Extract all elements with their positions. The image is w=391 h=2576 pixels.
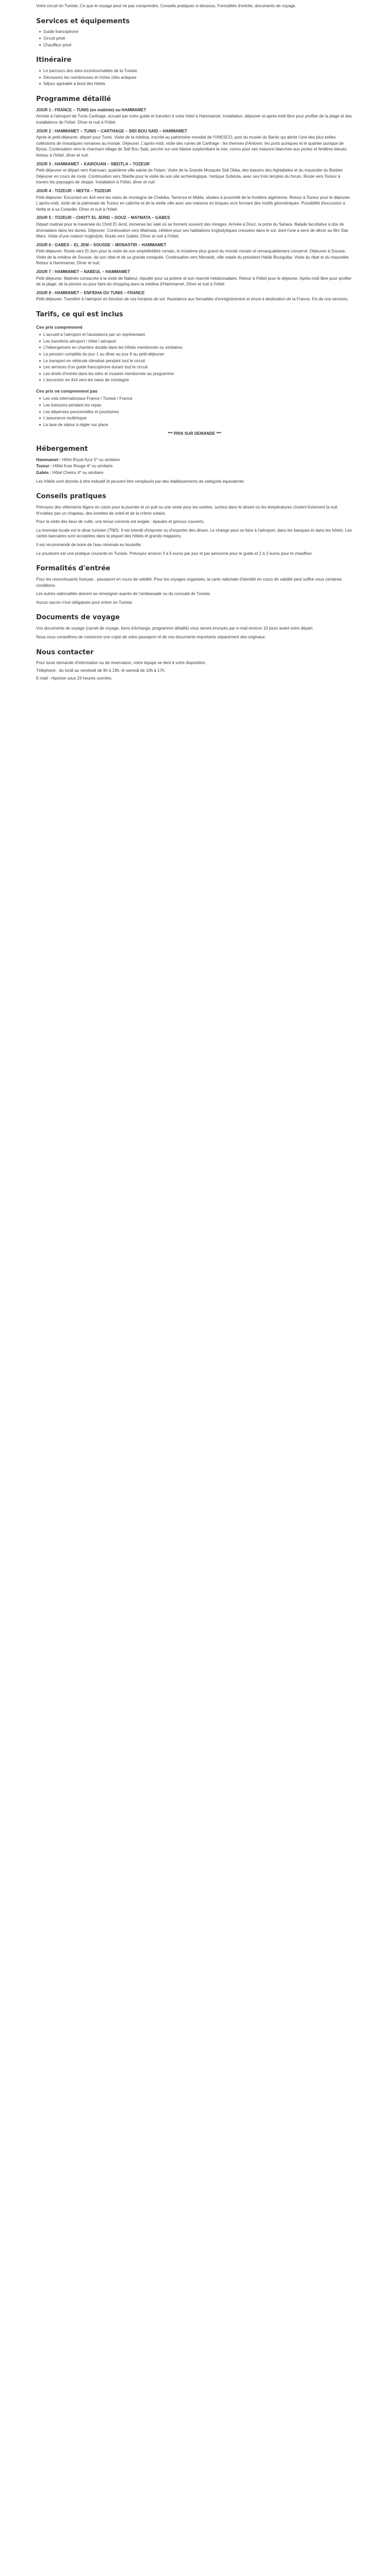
- included-item: Les droits d'entrée dans les sites et musées mentionnés au programme: [43, 371, 353, 377]
- tarifs-heading: Tarifs, ce qui est inclus: [36, 311, 123, 319]
- excluded-item: Les boissons pendant les repas: [43, 402, 353, 409]
- services-item: Chauffeur privé: [43, 42, 353, 48]
- formalites-paragraph: Pour les ressortissants français : passeport en cours de validité. Pour les voyages organisés, la carte nationale d'identité en cours de validité peut suffire sous certaines conditions.: [36, 577, 342, 588]
- programme-heading: Programme détaillé: [36, 95, 111, 103]
- formalites-paragraph: Les autres nationalités doivent se renseigner auprès de l'ambassade ou du consulat de Tunisie.: [36, 591, 211, 597]
- formalites-section: [36, 565, 353, 605]
- day-title: JOUR 8 : HAMMAMET – ENFIDHA OU TUNIS – FRANCE: [36, 290, 145, 295]
- services-section: [36, 18, 353, 48]
- price-note: *** PRIX SUR DEMANDE ***: [168, 431, 221, 436]
- excluded-item: L'assurance multirisque: [43, 415, 353, 421]
- hotel-name: Hôtel Royal Azur 5* ou similaire: [62, 457, 120, 462]
- included-item: L'hébergement en chambre double dans les hôtels mentionnés ou similaires: [43, 345, 353, 351]
- documents-heading: Documents de voyage: [36, 614, 120, 622]
- content-column: [36, 3, 353, 681]
- documents-paragraph: Vos documents de voyage (carnet de voyage, bons d'échange, programme détaillé) vous seront envoyés par e-mail environ 10 jours avant votre départ.: [36, 626, 314, 631]
- hotel-line: [36, 470, 353, 476]
- services-heading: Services et équipements: [36, 17, 130, 25]
- day-block: [36, 161, 353, 185]
- itinerary-list: [36, 68, 353, 87]
- day-block: [36, 242, 353, 266]
- services-item: Guide francophone: [43, 29, 353, 35]
- itinerary-section: [36, 56, 353, 87]
- day-text: Petit-déjeuner. Route vers El Jem pour la visite de son amphithéâtre romain, le troisième plus grand du monde romain et remarquablement conservé. Déjeuner à Sousse. Visite de la médina de Sousse, de son ribat et de sa grande mosquée. Continuation vers Monastir, ville natale du président Habib Bourguiba. Visite du ribat et du mausolée. Retour à Hammamet. Dîner et nuit.: [36, 249, 350, 266]
- itinerary-item: Découvrez les nombreuses et riches cités antiques: [43, 75, 353, 81]
- hotel-name: Hôtel Ksar Rouge 4* ou similaire: [53, 464, 113, 469]
- included-title: Ces prix comprennent: [36, 324, 83, 330]
- hotel-line: [36, 457, 353, 463]
- page: [0, 0, 391, 693]
- included-item: Le transport en véhicule climatisé pendant tout le circuit: [43, 358, 353, 364]
- day-title: JOUR 7 : HAMMAMET – NABEUL – HAMMAMET: [36, 269, 131, 275]
- contact-section: [36, 649, 353, 682]
- day-block: [36, 215, 353, 239]
- day-title: JOUR 1 : FRANCE – TUNIS (en matinée) ou HAMMAMET: [36, 107, 146, 112]
- day-title: JOUR 5 : TOZEUR – CHOTT EL JERID – DOUZ – MATMATA – GABES: [36, 215, 170, 221]
- itinerary-heading: Itinéraire: [36, 56, 72, 64]
- day-text: Petit-déjeuner. Excursion en 4x4 vers les oasis de montagne de Chebika, Tamerza et Midès, situées à proximité de la frontière algérienne. Retour à Tozeur pour le déjeuner. L'après-midi, visite de la palmeraie de Tozeur en calèche et de la vieille ville avec ses maisons en briques ocre formant des motifs géométriques. Possibilité d'excursion à Nefta et à sa Corbeille. Dîner et nuit à l'hôtel.: [36, 195, 351, 212]
- day-text: Arrivée à l'aéroport de Tunis Carthage, accueil par notre guide et transfert à votre hôtel à Hammamet. Installation, déjeuner et après-midi libre pour profiter de la plage et des installations de l'hôtel. Dîner et nuit à l'hôtel.: [36, 114, 352, 125]
- services-item: Circuit privé: [43, 36, 353, 42]
- included-item: Les services d'un guide francophone durant tout le circuit: [43, 364, 353, 370]
- services-list: [36, 29, 353, 48]
- conseils-paragraph: Il est recommandé de boire de l'eau minérale en bouteille.: [36, 543, 142, 547]
- day-text: Après le petit-déjeuner, départ pour Tunis. Visite de la médina, inscrite au patrimoine mondial de l'UNESCO, puis du musée du Bardo qui abrite l'une des plus belles collections de mosaïques romaines au monde. Déjeuner. L'après-midi, visite des ruines de Carthage : les thermes d'Antonin, les ports puniques et le quartier punique de Byrsa. Continuation vers le charmant village de Sidi Bou Said, perché sur une falaise surplombant la mer, connu pour ses maisons blanches aux portes et fenêtres bleues. Retour à l'hôtel, dîner et nuit.: [36, 135, 348, 158]
- included-item: La pension complète du jour 1 au dîner au jour 8 au petit-déjeuner: [43, 351, 353, 358]
- hotel-city: Tozeur :: [36, 464, 52, 469]
- hotel-name: Hôtel Chems 4* ou similaire: [52, 470, 104, 475]
- conseils-heading: Conseils pratiques: [36, 493, 106, 501]
- day-block: [36, 107, 353, 126]
- conseils-paragraph: La monnaie locale est le dinar tunisien (TND). Il est interdit d'importer ou d'exporter des dinars. Le change peut se faire à l'aéroport, dans les banques et dans les hôtels. Les cartes bancaires sont acceptées dans la plupart des hôtels et grands magasins.: [36, 528, 352, 539]
- itinerary-item: Le parcours des sites incontournables de la Tunisie: [43, 68, 353, 74]
- conseils-paragraph: Pour la visite des lieux de culte, une tenue correcte est exigée : épaules et genoux couverts.: [36, 519, 205, 524]
- day-block: [36, 128, 353, 159]
- hebergement-heading: Hébergement: [36, 445, 88, 453]
- hotel-city: Gabès :: [36, 470, 52, 475]
- included-item: Les transferts aéroport / hôtel / aéroport: [43, 338, 353, 345]
- included-item: L'accueil à l'aéroport et l'assistance par un représentant: [43, 332, 353, 338]
- contact-line: E-mail : réponse sous 24 heures ouvrées.: [36, 675, 113, 681]
- day-block: [36, 269, 353, 287]
- day-text: Petit-déjeuner. Matinée consacrée à la visite de Nabeul, réputée pour sa poterie et son marché hebdomadaire. Retour à l'hôtel pour le déjeuner. Après-midi libre pour profiter de la plage, de la piscine ou pour faire du shopping dans la médina d'Hammamet. Dîner et nuit à l'hôtel.: [36, 276, 352, 287]
- documents-section: [36, 614, 353, 640]
- documents-paragraph: Nous vous conseillons de conserver une copie de votre passeport et de vos documents importants séparément des originaux.: [36, 634, 266, 639]
- excluded-item: La taxe de séjour à régler sur place: [43, 422, 353, 428]
- included-list: [36, 332, 353, 383]
- formalites-paragraph: Aucun vaccin n'est obligatoire pour entrer en Tunisie.: [36, 600, 133, 605]
- intro-text: Votre circuit en Tunisie, Ce que le voyage peut ne pas comprendre, Conseils pratiques ci-dessous, Formalités d'entrée, documents de voyage.: [36, 4, 297, 8]
- day-title: JOUR 4 : TOZEUR – NEFTA – TOZEUR: [36, 188, 111, 193]
- tarifs-section: [36, 311, 353, 437]
- itinerary-item: Séjour agréable à bord des hôtels: [43, 81, 353, 87]
- day-title: JOUR 3 : HAMMAMET – KAIROUAN – SBEITLA – TOZEUR: [36, 161, 150, 166]
- conseils-paragraph: Prévoyez des vêtements légers en coton pour la journée et un pull ou une veste pour les soirées, surtout dans le désert où les températures chutent fortement la nuit. N'oubliez pas un chapeau, des lunettes de soleil et de la crème solaire.: [36, 505, 339, 516]
- programme-section: [36, 95, 353, 302]
- contact-heading: Nous contacter: [36, 648, 94, 656]
- excluded-title: Ces prix ne comprennent pas: [36, 388, 98, 394]
- excluded-list: [36, 396, 353, 428]
- day-text: Départ matinal pour la traversée du Chott El Jerid, immense lac salé où se forment souvent des mirages. Arrivée à Douz, la porte du Sahara. Balade facultative à dos de dromadaire dans les dunes. Déjeuner. Continuation vers Matmata, célèbre pour ses habitations troglodytiques creusées dans le sol, dont l'une a servi de décor au film Star Wars. Visite d'une maison troglodyte. Route vers Gabès. Dîner et nuit à l'hôtel.: [36, 222, 349, 239]
- day-title: JOUR 2 : HAMMAMET – TUNIS – CARTHAGE – SIDI BOU SAID – HAMMAMET: [36, 128, 187, 133]
- conseils-paragraph: Le pourboire est une pratique courante en Tunisie. Prévoyez environ 3 à 5 euros par jour et par personne pour le guide et 2 à 3 euros pour le chauffeur.: [36, 551, 313, 556]
- contact-line: Pour toute demande d'information ou de réservation, notre équipe se tient à votre disposition.: [36, 660, 207, 666]
- day-title: JOUR 6 : GABES – EL JEM – SOUSSE – MONASTIR – HAMMAMET: [36, 242, 167, 247]
- hotel-note: Les hôtels sont donnés à titre indicatif et peuvent être remplacés par des établissements de catégorie équivalente.: [36, 479, 245, 484]
- excluded-item: Les dépenses personnelles et pourboires: [43, 409, 353, 415]
- excluded-item: Les vols internationaux France / Tunisie / France: [43, 396, 353, 402]
- day-text: Petit-déjeuner. Transfert à l'aéroport en fonction de vos horaires de vol. Assistance aux formalités d'enregistrement et envol à destination de la France. Fin de nos services.: [36, 297, 349, 302]
- day-text: Petit-déjeuner et départ vers Kairouan, quatrième ville sainte de l'Islam. Visite de la Grande Mosquée Sidi Okba, des bassins des Aghlabides et du mausolée du Barbier. Déjeuner en cours de route. Continuation vers Sbeitla pour la visite de son site archéologique, l'antique Sufetula, avec ses trois temples du forum. Route vers Tozeur à travers les paysages de steppe. Installation à l'hôtel, dîner et nuit.: [36, 168, 344, 185]
- conseils-section: [36, 493, 353, 556]
- formalites-heading: Formalités d'entrée: [36, 565, 110, 573]
- hotel-city: Hammamet :: [36, 457, 61, 462]
- day-block: [36, 290, 353, 302]
- contact-line: Téléphone : du lundi au vendredi de 9h à 19h, le samedi de 10h à 17h.: [36, 668, 166, 673]
- hotel-line: [36, 463, 353, 469]
- day-block: [36, 188, 353, 212]
- hebergement-section: [36, 445, 353, 484]
- included-item: L'excursion en 4x4 vers les oasis de montagne: [43, 377, 353, 383]
